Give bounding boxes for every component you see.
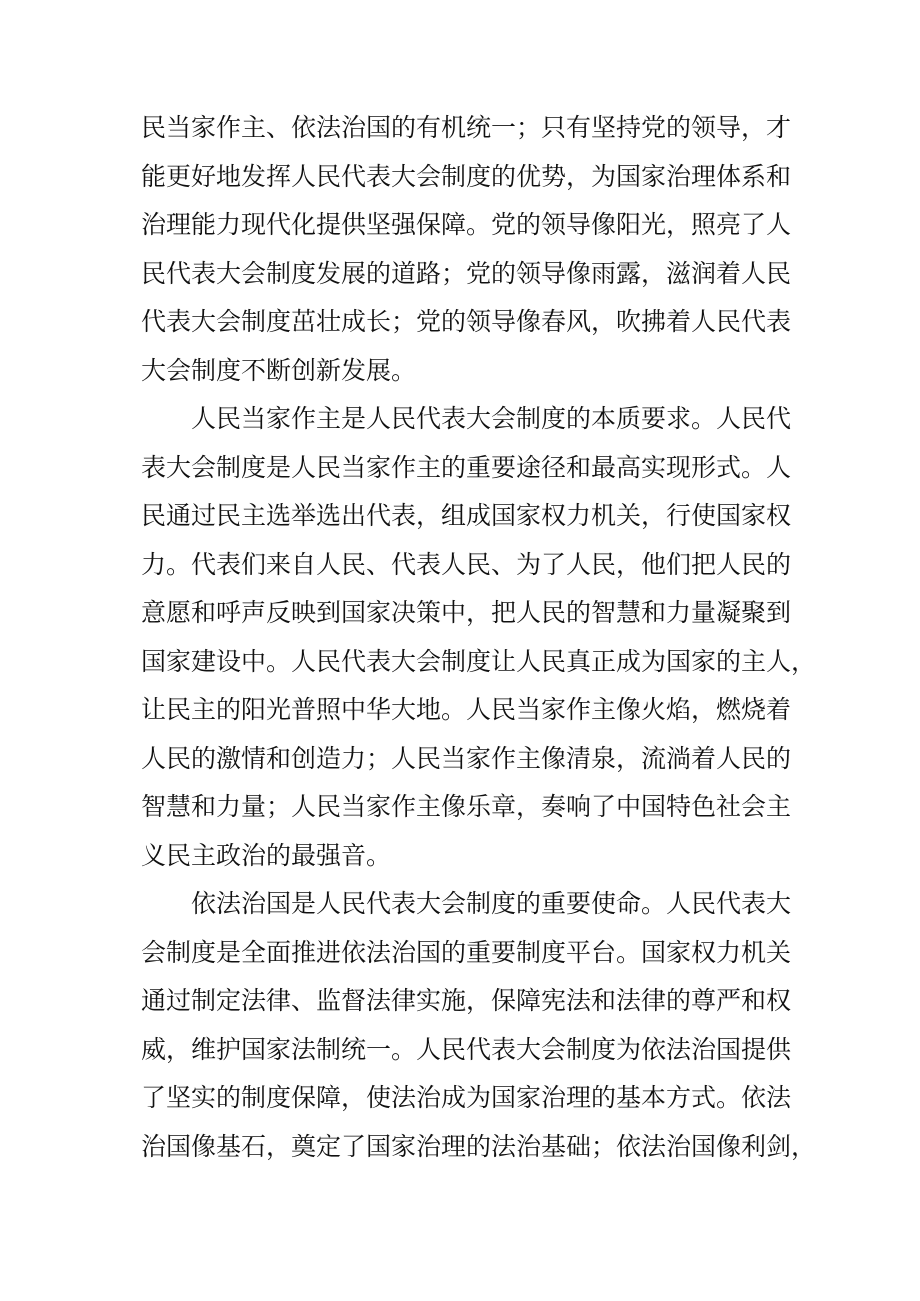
text-line: 威，维护国家法制统一。人民代表大会制度为依法治国提供 <box>141 1034 792 1064</box>
document-body <box>141 104 817 1171</box>
text-line: 人民的激情和创造力；人民当家作主像清泉，流淌着人民的 <box>141 743 792 773</box>
text-line: 民当家作主、依法治国的有机统一；只有坚持党的领导，才 <box>141 113 792 142</box>
text-line: 了坚实的制度保障，使法治成为国家治理的基本方式。依法 <box>141 1083 792 1112</box>
paragraph-1 <box>141 104 791 395</box>
paragraph-2 <box>141 395 817 880</box>
text-line: 民代表大会制度发展的道路；党的领导像雨露，滋润着人民 <box>141 258 792 288</box>
text-line: 国家建设中。人民代表大会制度让人民真正成为国家的主人， <box>141 646 817 676</box>
text-line: 治国像基石，奠定了国家治理的法治基础；依法治国像利剑， <box>141 1131 817 1161</box>
text-line: 民通过民主选举选出代表，组成国家权力机关，行使国家权 <box>141 501 792 530</box>
text-line-indented: 人民当家作主是人民代表大会制度的本质要求。人民代 <box>191 404 792 433</box>
text-line: 大会制度不断创新发展。 <box>141 355 417 385</box>
text-line: 会制度是全面推进依法治国的重要制度平台。国家权力机关 <box>141 937 792 967</box>
text-line-indented: 依法治国是人民代表大会制度的重要使命。人民代表大 <box>191 889 792 918</box>
paragraph-3 <box>141 880 817 1171</box>
text-line: 意愿和呼声反映到国家决策中，把人民的智慧和力量凝聚到 <box>141 598 792 627</box>
text-line: 让民主的阳光普照中华大地。人民当家作主像火焰，燃烧着 <box>141 695 792 724</box>
text-line: 治理能力现代化提供坚强保障。党的领导像阳光，照亮了人 <box>141 210 792 239</box>
text-line: 力。代表们来自人民、代表人民、为了人民，他们把人民的 <box>141 549 792 579</box>
text-line: 义民主政治的最强音。 <box>141 840 392 870</box>
text-line: 代表大会制度茁壮成长；党的领导像春风，吹拂着人民代表 <box>141 307 792 336</box>
text-line: 表大会制度是人民当家作主的重要途径和最高实现形式。人 <box>141 452 792 482</box>
text-line: 智慧和力量；人民当家作主像乐章，奏响了中国特色社会主 <box>141 792 792 821</box>
text-line: 通过制定法律、监督法律实施，保障宪法和法律的尊严和权 <box>141 986 792 1015</box>
text-line: 能更好地发挥人民代表大会制度的优势，为国家治理体系和 <box>141 161 792 191</box>
